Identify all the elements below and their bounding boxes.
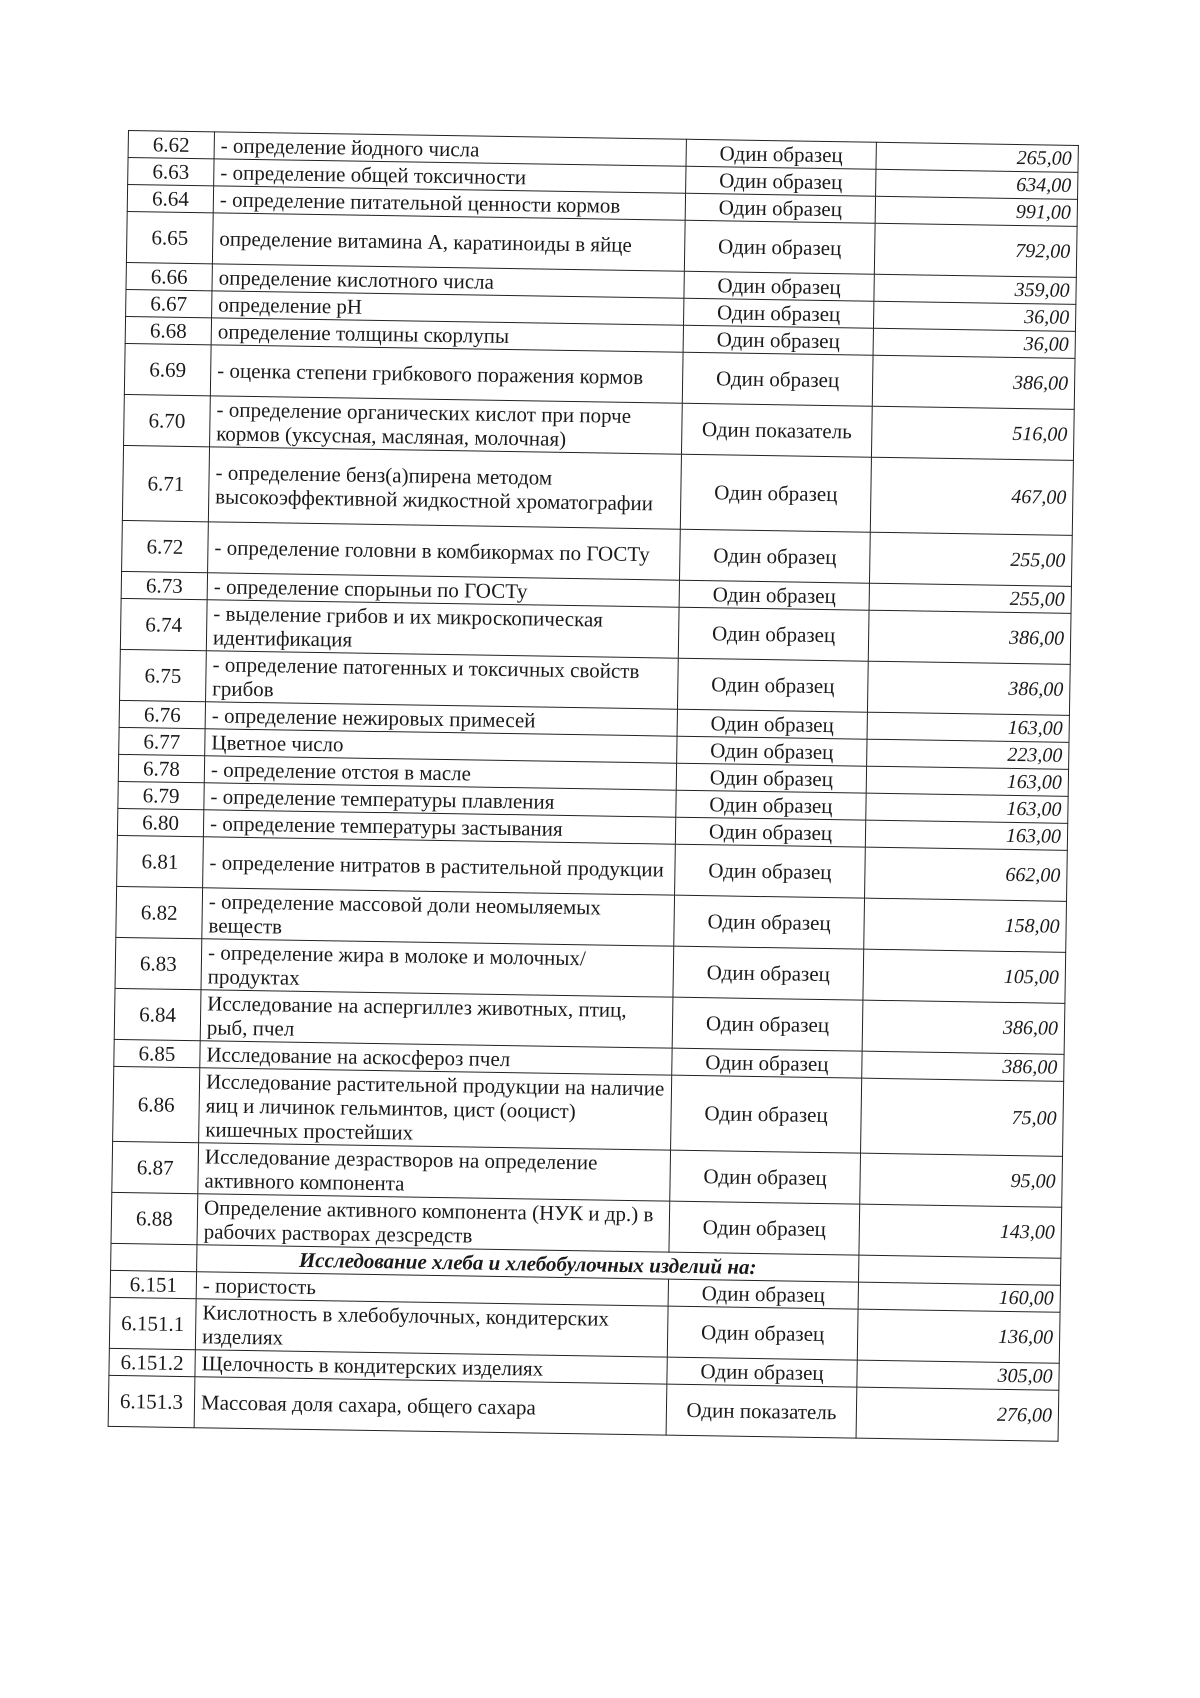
item-price-cell: 386,00 (867, 661, 1070, 715)
item-number-cell: 6.83 (115, 937, 202, 989)
item-unit-cell: Один образец (671, 1075, 862, 1153)
item-price-cell: 305,00 (857, 1360, 1059, 1390)
item-price-cell: 136,00 (857, 1309, 1060, 1363)
item-name-cell: Исследование на аскосфероз пчел (200, 1041, 672, 1075)
item-name-cell: определение витамина А, каратиноиды в яйце (212, 213, 685, 271)
item-unit-cell: Один образец (686, 139, 876, 169)
item-price-cell: 276,00 (856, 1387, 1059, 1441)
item-number-cell: 6.78 (118, 754, 204, 782)
item-price-cell: 386,00 (862, 1051, 1064, 1081)
item-number-cell: 6.72 (122, 520, 209, 572)
item-price-cell: 386,00 (868, 610, 1071, 664)
item-price-cell: 467,00 (870, 457, 1073, 535)
item-price-cell: 265,00 (876, 142, 1078, 172)
item-number-cell: 6.75 (120, 649, 207, 701)
item-unit-cell: Один образец (667, 1357, 857, 1387)
item-number-cell: 6.63 (128, 158, 214, 186)
item-unit-cell: Один образец (670, 1150, 861, 1204)
item-name-cell: - определение массовой доли неомыляемых веществ (202, 888, 675, 946)
item-number-cell: 6.81 (117, 835, 204, 887)
item-number-cell: 6.151.1 (109, 1297, 196, 1349)
item-price-cell: 163,00 (866, 766, 1068, 796)
item-unit-cell: Один образец (674, 895, 865, 949)
item-name-cell: - определение температуры плавления (204, 783, 676, 817)
item-number-cell: 6.80 (117, 808, 203, 836)
item-unit-cell: Один образец (686, 166, 876, 196)
item-unit-cell: Один образец (668, 1279, 858, 1309)
item-name-cell: определение толщины скорлупы (211, 318, 683, 352)
item-price-cell: 75,00 (861, 1078, 1064, 1156)
item-price-cell: 792,00 (874, 223, 1077, 277)
item-number-cell: 6.88 (111, 1192, 198, 1244)
item-price-cell: 386,00 (862, 1000, 1065, 1054)
item-price-cell: 36,00 (873, 328, 1075, 358)
item-number-cell: 6.70 (124, 394, 211, 446)
item-unit-cell: Один образец (676, 763, 866, 793)
item-unit-cell: Один образец (684, 271, 874, 301)
item-unit-cell: Один образец (684, 298, 874, 328)
item-name-cell: - выделение грибов и их микроскопическая идентификация (206, 600, 679, 658)
section-empty-cell (858, 1255, 1060, 1285)
item-number-cell: 6.74 (120, 598, 207, 650)
item-number-cell: 6.151 (110, 1270, 196, 1298)
item-number-cell: 6.71 (122, 445, 209, 521)
item-price-cell: 105,00 (863, 949, 1066, 1003)
item-price-cell: 143,00 (859, 1204, 1062, 1258)
section-title: Исследование хлеба и хлебобулочных изделий на: (197, 1245, 859, 1282)
item-number-cell: 6.84 (114, 988, 201, 1040)
item-unit-cell: Один образец (684, 220, 875, 274)
item-unit-cell: Один образец (676, 790, 866, 820)
item-unit-cell: Один образец (677, 736, 867, 766)
item-number-cell: 6.79 (118, 781, 204, 809)
item-name-cell: - определение отстоя в масле (204, 756, 676, 790)
item-number-cell: 6.76 (119, 700, 205, 728)
item-unit-cell: Один образец (683, 325, 873, 355)
item-name-cell: - определение патогенных и токсичных свойств грибов (206, 651, 679, 709)
item-name-cell: Исследование на аспергиллез животных, птиц, рыб, пчел (200, 990, 673, 1048)
item-unit-cell: Один показатель (666, 1384, 857, 1438)
item-price-cell: 359,00 (874, 274, 1076, 304)
item-name-cell: Исследование дезрастворов на определение активного компонента (198, 1143, 671, 1201)
item-name-cell: Массовая доля сахара, общего сахара (194, 1377, 667, 1435)
item-name-cell: - определение нежировых примесей (205, 702, 677, 736)
item-name-cell: определение кислотного числа (212, 264, 684, 298)
item-unit-cell: Один образец (685, 193, 875, 223)
item-number-cell: 6.69 (124, 343, 211, 395)
item-price-cell: 163,00 (865, 820, 1067, 850)
price-table (108, 130, 1079, 1442)
item-price-cell: 158,00 (864, 898, 1067, 952)
item-name-cell: определение pH (212, 291, 684, 325)
item-price-cell: 634,00 (876, 169, 1078, 199)
item-unit-cell: Один образец (682, 352, 873, 406)
item-number-cell: 6.65 (126, 211, 213, 263)
item-name-cell: - пористость (196, 1272, 668, 1306)
item-number-cell: 6.77 (119, 727, 205, 755)
item-number-cell: 6.73 (121, 571, 207, 599)
price-table-body (108, 131, 1078, 1442)
item-unit-cell: Один образец (672, 997, 863, 1051)
item-number-cell: 6.86 (113, 1066, 200, 1142)
item-name-cell: - определение органических кислот при порче кормов (уксусная, масляная, молочная) (210, 396, 683, 454)
item-name-cell: Определение активного компонента (НУК и др.) в рабочих растворах дезсредств (197, 1194, 670, 1252)
item-price-cell: 160,00 (858, 1282, 1060, 1312)
item-name-cell: - определение нитратов в растительной продукции (203, 837, 676, 895)
item-unit-cell: Один образец (673, 946, 864, 1000)
item-price-cell: 386,00 (872, 355, 1075, 409)
item-number-cell: 6.82 (116, 886, 203, 938)
item-name-cell: Щелочность в кондитерских изделиях (195, 1350, 667, 1384)
item-unit-cell: Один образец (679, 580, 869, 610)
item-number-cell: 6.151.2 (109, 1348, 195, 1376)
item-price-cell: 36,00 (873, 301, 1075, 331)
section-empty-cell (111, 1243, 197, 1271)
item-unit-cell: Один показатель (681, 403, 872, 457)
item-unit-cell: Один образец (675, 844, 866, 898)
item-unit-cell: Один образец (677, 658, 868, 712)
item-unit-cell: Один образец (678, 607, 869, 661)
item-price-cell: 662,00 (865, 847, 1068, 901)
item-number-cell: 6.66 (126, 262, 212, 290)
item-price-cell: 223,00 (867, 739, 1069, 769)
document-page (108, 130, 1078, 1442)
item-name-cell: - оценка степени грибкового поражения кормов (210, 345, 683, 403)
item-name-cell: Цветное число (205, 729, 677, 763)
item-name-cell: - определение жира в молоке и молочных/ продуктах (201, 939, 674, 997)
item-unit-cell: Один образец (669, 1201, 860, 1255)
item-unit-cell: Один образец (672, 1048, 862, 1078)
item-number-cell: 6.151.3 (108, 1375, 195, 1427)
item-unit-cell: Один образец (675, 817, 865, 847)
item-name-cell: - определение спорыньи по ГОСТу (207, 573, 679, 607)
item-price-cell: 163,00 (866, 793, 1068, 823)
item-number-cell: 6.64 (127, 185, 213, 213)
item-unit-cell: Один образец (667, 1306, 858, 1360)
item-name-cell: - определение питательной ценности кормов (213, 186, 685, 220)
item-number-cell: 6.62 (128, 131, 214, 159)
item-number-cell: 6.68 (125, 316, 211, 344)
item-name-cell: - определение йодного числа (214, 132, 686, 166)
item-number-cell: 6.67 (126, 289, 212, 317)
item-name-cell: - определение головни в комбикормах по ГОСТу (208, 522, 681, 580)
item-name-cell: - определение общей токсичности (214, 159, 686, 193)
item-name-cell: Исследование растительной продукции на наличие яиц и личинок гельминтов, цист (ооцист) кишечных простейших (199, 1068, 672, 1150)
item-number-cell: 6.87 (112, 1141, 199, 1193)
item-price-cell: 516,00 (871, 406, 1074, 460)
item-name-cell: - определение температуры застывания (203, 810, 675, 844)
item-name-cell: - определение бенз(а)пирена методом высокоэффективной жидкостной хроматографии (208, 447, 681, 529)
item-price-cell: 163,00 (867, 712, 1069, 742)
item-number-cell: 6.85 (114, 1039, 200, 1067)
item-unit-cell: Один образец (680, 454, 871, 532)
item-unit-cell: Один образец (679, 529, 870, 583)
item-unit-cell: Один образец (677, 709, 867, 739)
item-price-cell: 255,00 (869, 532, 1072, 586)
item-price-cell: 255,00 (869, 583, 1071, 613)
item-price-cell: 95,00 (860, 1153, 1063, 1207)
item-name-cell: Кислотность в хлебобулочных, кондитерских изделиях (195, 1299, 668, 1357)
item-price-cell: 991,00 (875, 196, 1077, 226)
